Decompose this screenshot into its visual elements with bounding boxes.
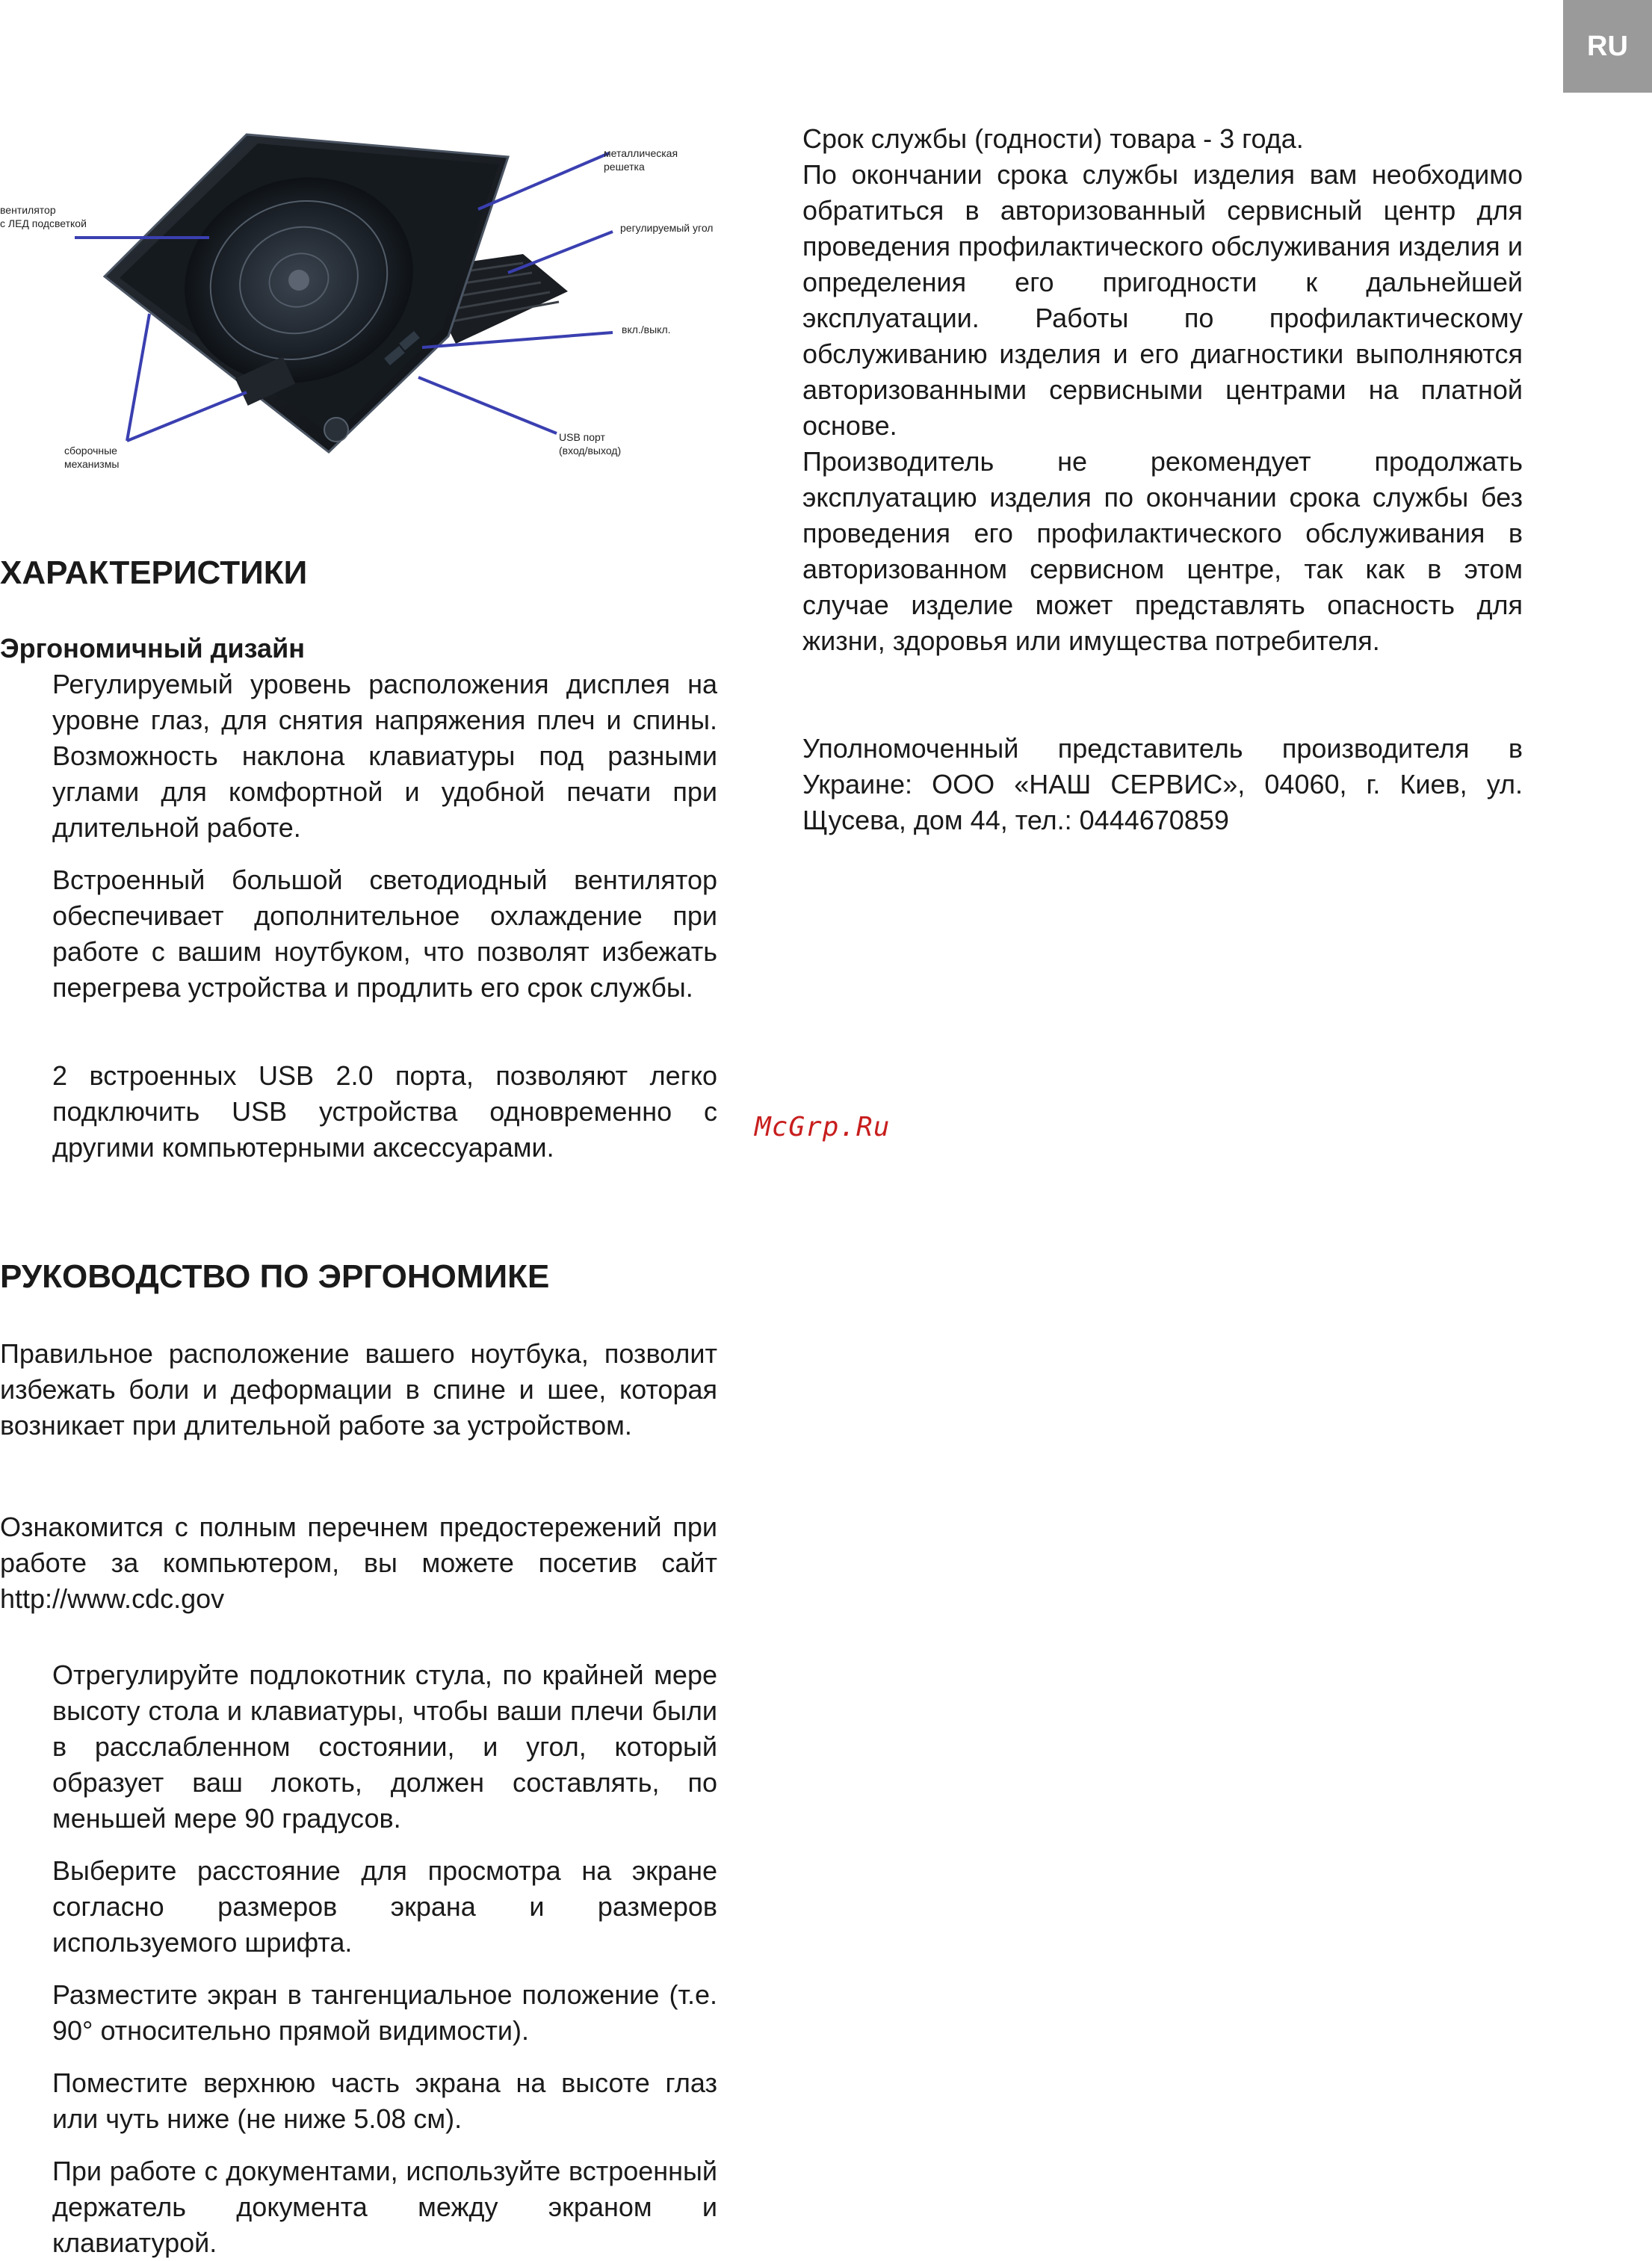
callout-fan: вентилятор с ЛЕД подсветкой — [0, 204, 87, 229]
usb-callout-line — [418, 377, 557, 433]
ergonomics-tip: Разместите экран в тангенциальное положение (т.е. 90° относительно прямой видимости). — [52, 1979, 717, 2046]
service-life: Срок службы (годности) товара - 3 года. — [802, 123, 1304, 154]
assembly-callout-line-1 — [127, 314, 149, 441]
watermark: McGrp.Ru — [755, 1112, 891, 1142]
ergonomics-tip: При работе с документами, используйте встроенный держатель документа между экраном и клавиатурой. — [52, 2156, 717, 2258]
angle-callout-line — [508, 232, 613, 273]
ergonomics-intro: Правильное расположение вашего ноутбука, позволит избежать боли и деформации в спине и шее, которая возникает при длительной работе за устройством. — [0, 1338, 717, 1441]
feature-paragraph: 2 встроенных USB 2.0 порта, позволяют легко подключить USB устройства одновременно с другими компьютерными аксессуарами. — [52, 1060, 717, 1163]
feature-paragraph: Регулируемый уровень расположения дисплея на уровне глаз, для снятия напряжения плеч и спины. Возможность наклона клавиатуры под разными углами для комфортной и удобной печати при длительной работе. — [52, 669, 717, 843]
features-heading: ХАРАКТЕРИСТИКИ — [0, 554, 308, 591]
service-paragraph-1: По окончании срока службы изделия вам необходимо обратиться в авторизованный сервисный центр для проведения профилактического обслуживания изделия и определения его пригодности к дальнейшей эксплуатации. Работы по профилактическому обслуживанию изделия и его диагностики выполняются авторизованными сервисными центрами на платной основе. — [802, 159, 1523, 441]
callout-grille: металлическая решетка — [604, 147, 678, 173]
ergonomics-tip: Выберите расстояние для просмотра на экране согласно размеров экрана и размеров используемого шрифта. — [52, 1855, 717, 1958]
representative-info: Уполномоченный представитель производителя в Украине: ООО «НАШ СЕРВИС», 04060, г. Киев, ул. Щусева, дом 44, тел.: 0444670859 — [802, 733, 1523, 835]
ergonomics-heading: РУКОВОДСТВО ПО ЭРГОНОМИКЕ — [0, 1258, 550, 1295]
ergonomics-intro: Ознакомится с полным перечнем предостережений при работе за компьютером, вы можете посетив сайт http://www.cdc.gov — [0, 1512, 717, 1614]
product-figure — [0, 120, 747, 493]
feature-paragraph: Встроенный большой светодиодный вентилятор обеспечивает дополнительное охлаждение при работе с вашим ноутбуком, что позволят избежать перегрева устройства и продлить его срок службы. — [52, 864, 717, 1003]
language-tab: RU — [1563, 0, 1652, 93]
power-callout-line — [422, 332, 613, 347]
ergonomics-tip: Отрегулируйте подлокотник стула, по крайней мере высоту стола и клавиатуры, чтобы ваши плечи были в расслабленном состоянии, и угол, который образует ваш локоть, должен составлять, по меньшей мере 90 градусов. — [52, 1660, 717, 1834]
callout-assembly: сборочные механизмы — [64, 445, 120, 470]
service-paragraph-2: Производитель не рекомендует продолжать эксплуатацию изделия по окончании срока службы без проведения его профилактического обслуживания в авторизованном сервисном центре, так как в этом случае изделие может представлять опасность для жизни, здоровья или имущества потребителя. — [802, 446, 1523, 656]
features-subheading: Эргономичный дизайн — [0, 633, 305, 664]
callout-usb: USB порт (вход/выход) — [559, 431, 622, 457]
callout-angle: регулируемый угол — [620, 222, 714, 234]
callout-power: вкл./выкл. — [622, 324, 671, 335]
ergonomics-tip: Поместите верхнюю часть экрана на высоте глаз или чуть ниже (не ниже 5.08 см). — [52, 2067, 717, 2134]
cooling-pad-illustration — [0, 120, 747, 493]
assembly-callout-line-2 — [127, 392, 247, 441]
